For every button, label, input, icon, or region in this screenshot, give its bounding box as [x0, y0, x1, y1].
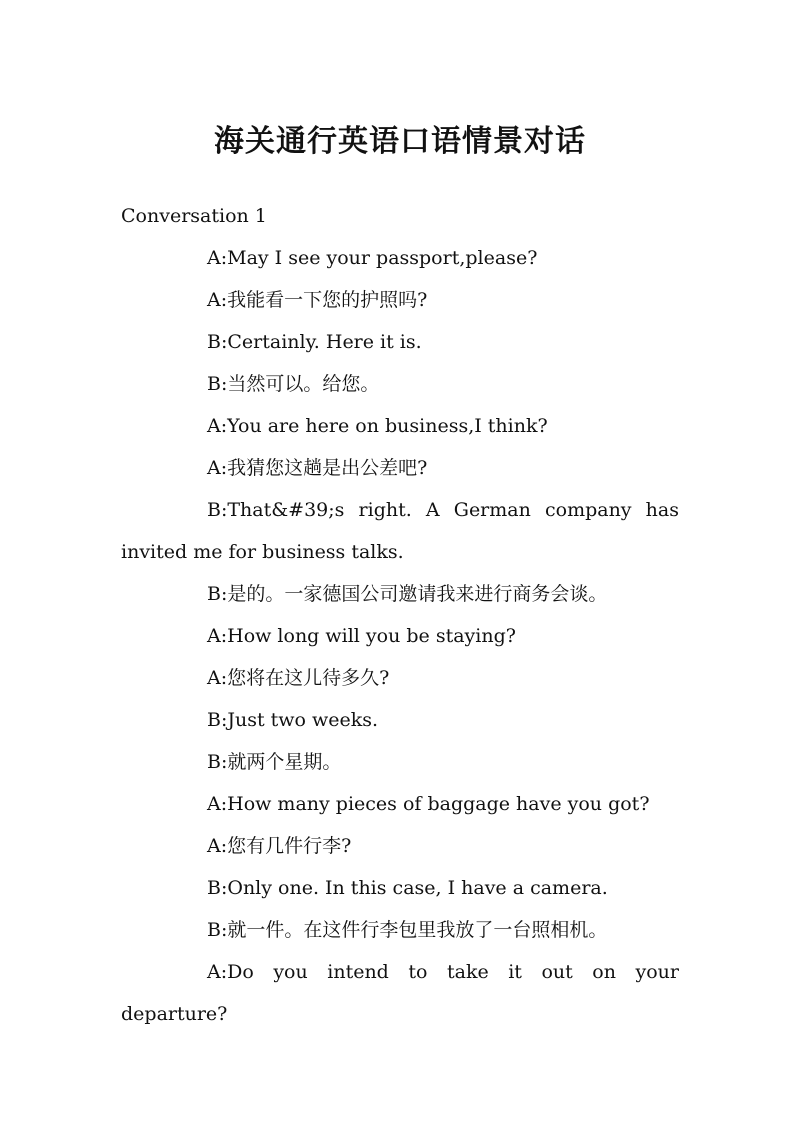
document-body [121, 195, 679, 1035]
dialogue-line: A:How many pieces of baggage have you got? [207, 793, 650, 815]
dialogue-line: B:Only one. In this case, I have a camera. [207, 877, 608, 899]
dialogue-line: A:您将在这儿待多久? [207, 667, 390, 689]
dialogue-line: A:我猜您这趟是出公差吧? [207, 457, 428, 479]
section-heading: Conversation 1 [121, 205, 267, 227]
dialogue-line: B:就两个星期。 [207, 751, 342, 773]
dialogue-line: B:Just two weeks. [207, 709, 379, 731]
dialogue-line: B:就一件。在这件行李包里我放了一台照相机。 [207, 919, 608, 941]
dialogue-line: B:是的。一家德国公司邀请我来进行商务会谈。 [207, 583, 608, 605]
page-title: 海关通行英语口语情景对话 [214, 124, 586, 159]
dialogue-line: A:您有几件行李? [207, 835, 352, 857]
dialogue-line: B:Certainly. Here it is. [207, 331, 422, 353]
dialogue-line: A:我能看一下您的护照吗? [207, 289, 428, 311]
dialogue-line: A:How long will you be staying? [207, 625, 516, 647]
dialogue-line: B:That&#39;s right. A German company has invited me for business talks. [121, 499, 679, 563]
dialogue-line: A:May I see your passport,please? [207, 247, 538, 269]
dialogue-line: A:You are here on business,I think? [207, 415, 548, 437]
dialogue-line: A:Do you intend to take it out on your departure? [121, 961, 679, 1025]
dialogue-line: B:当然可以。给您。 [207, 373, 380, 395]
